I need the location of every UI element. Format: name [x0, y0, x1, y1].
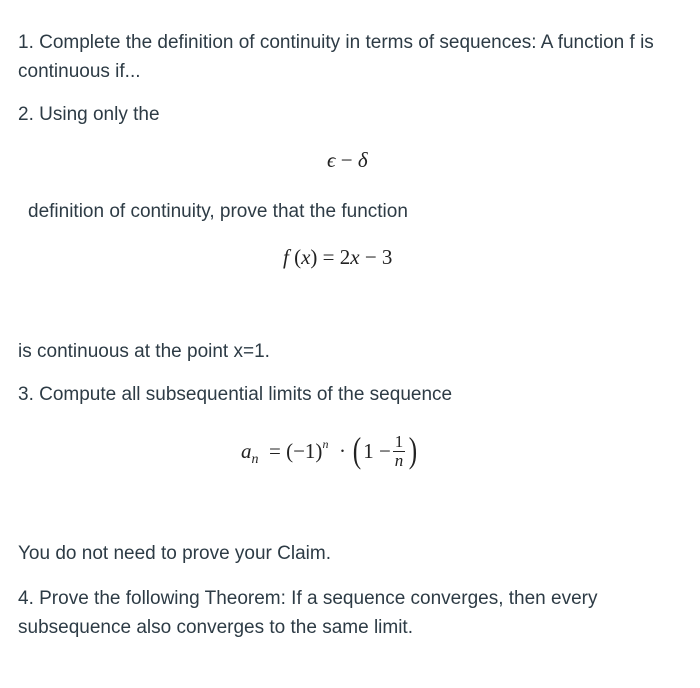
rhs-constant: − 3 — [359, 245, 393, 269]
seq-equals-base: = (−1) — [269, 438, 323, 463]
function-arg: x — [301, 245, 311, 269]
function-name: f — [283, 245, 289, 269]
fraction — [393, 433, 406, 470]
seq-dot: · — [338, 438, 346, 463]
paren-open: ( — [288, 245, 302, 269]
paren-close-equals: ) = — [310, 245, 340, 269]
big-paren-open: ( — [352, 430, 362, 470]
q2-middle: definition of continuity, prove that the function — [28, 201, 408, 222]
fraction-numerator: 1 — [394, 431, 404, 451]
seq-power: n — [322, 436, 329, 451]
seq-subscript: n — [251, 451, 259, 467]
q2-intro: 2. Using only the — [18, 104, 160, 125]
delta-symbol: δ — [357, 148, 368, 172]
q3-note: You do not need to prove your Claim. — [18, 543, 331, 564]
q4-line-2: subsequence also converges to the same limit. — [18, 617, 413, 638]
minus-sign: − — [340, 148, 353, 172]
rhs-coefficient: 2 — [339, 245, 351, 269]
q3-intro: 3. Compute all subsequential limits of the sequence — [18, 384, 453, 405]
big-paren-close: ) — [409, 430, 418, 470]
q4-line-1: 4. Prove the following Theorem: If a sequence converges, then every — [18, 588, 598, 609]
epsilon-delta-formula — [327, 148, 368, 173]
rhs-variable: x — [350, 245, 360, 269]
q1-line-1: 1. Complete the definition of continuity in terms of sequences: A function f is — [18, 32, 654, 53]
function-formula — [283, 245, 392, 270]
fraction-denominator: n — [394, 450, 404, 470]
seq-var: a — [241, 438, 252, 463]
epsilon-symbol: ϵ — [327, 148, 336, 172]
q2-after: is continuous at the point x=1. — [18, 341, 270, 362]
sequence-formula — [241, 432, 419, 474]
one-minus: 1 − — [363, 438, 391, 463]
q1-line-2: continuous if... — [18, 61, 141, 82]
